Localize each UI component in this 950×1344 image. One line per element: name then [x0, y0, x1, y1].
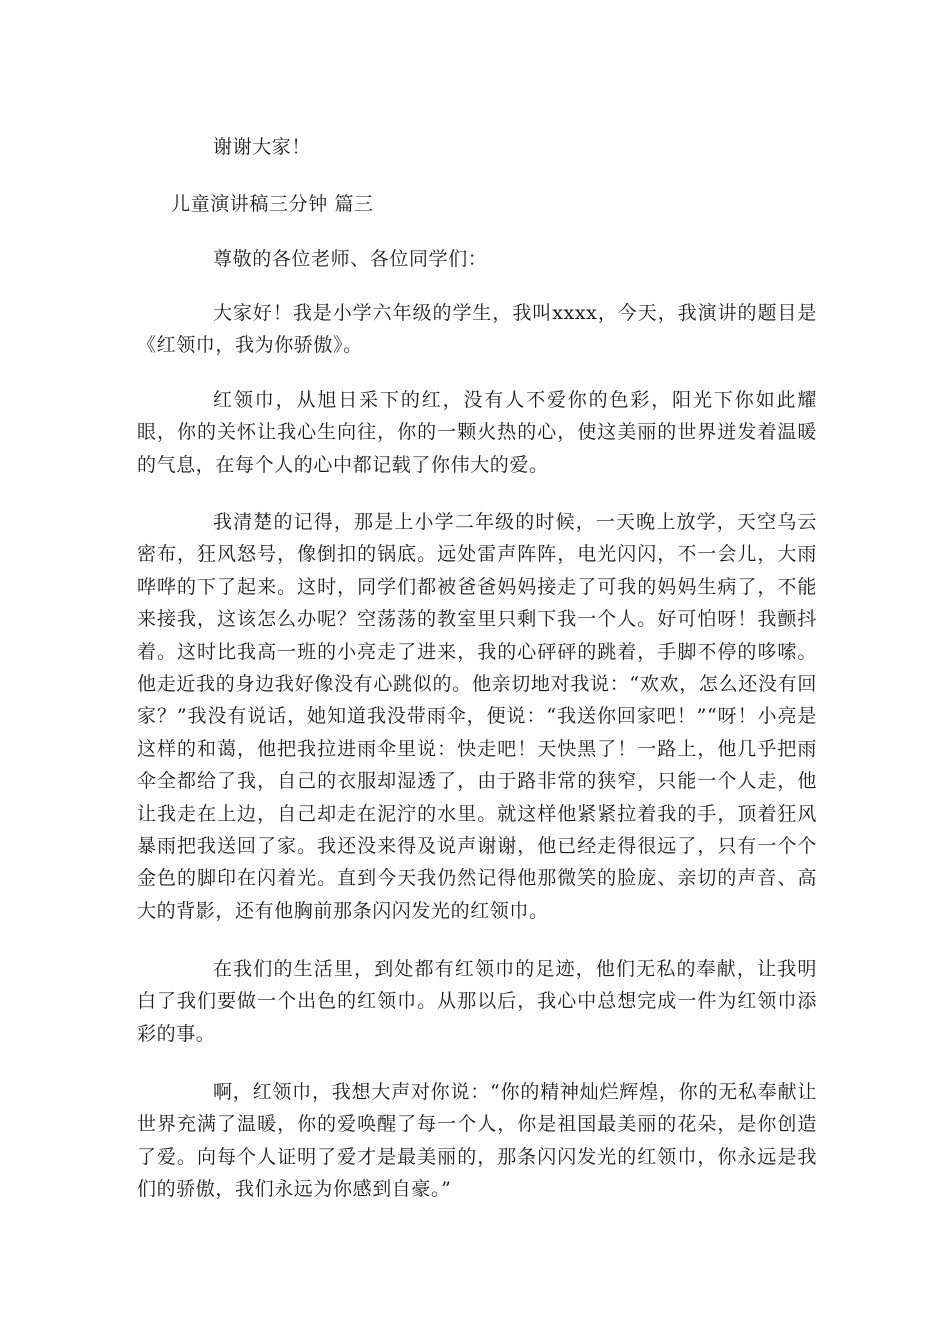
section-heading: 儿童演讲稿三分钟 篇三	[171, 193, 374, 215]
paragraph-intro: 大家好！我是小学六年级的学生，我叫xxxx，今天，我演讲的题目是《红领巾，我为你骄傲》。	[137, 302, 817, 357]
paragraph-memory: 我清楚的记得，那是上小学二年级的时候，一天晚上放学，天空乌云密布，狂风怒号，像倒扣的锅底。远处雷声阵阵，电光闪闪，不一会儿，大雨哗哗的下了起来。这时，同学们都被爸爸妈妈接走了可我的妈妈生病了，不能来接我，这该怎么办呢？空荡荡的教室里只剩下我一个人。好可怕呀！我颤抖着。这时比我高一班的小亮走了进来，我的心砰砰的跳着，手脚不停的哆嗦。他走近我的身边我好像没有心跳似的。他亲切地对我说：“欢欢，怎么还没有回家？”我没有说话，她知道我没带雨伞，便说：“我送你回家吧！”“呀！小亮是这样的和蔼，他把我拉进雨伞里说：快走吧！天快黑了！一路上，他几乎把雨伞全都给了我，自己的衣服却湿透了，由于路非常的狭窄，只能一个人走，他让我走在上边，自己却走在泥泞的水里。就这样他紧紧拉着我的手，顶着狂风暴雨把我送回了家。我还没来得及说声谢谢，他已经走得很远了，只有一个个金色的脚印在闪着光。直到今天我仍然记得他那微笑的脸庞、亲切的声音、高大的背影，还有他胸前那条闪闪发光的红领巾。	[137, 511, 817, 922]
paragraph-red-scarf: 红领巾，从旭日采下的红，没有人不爱你的色彩，阳光下你如此耀眼，你的关怀让我心生向往，你的一颗火热的心，使这美丽的世界迸发着温暖的气息，在每个人的心中都记载了你伟大的爱。	[137, 389, 817, 476]
closing-line: 谢谢大家！	[213, 136, 312, 158]
paragraph-daily-life: 在我们的生活里，到处都有红领巾的足迹，他们无私的奉献，让我明白了我们要做一个出色的红领巾。从那以后，我心中总想完成一件为红领巾添彩的事。	[137, 958, 817, 1045]
salutation: 尊敬的各位老师、各位同学们：	[213, 248, 488, 270]
paragraph-conclusion: 啊，红领巾，我想大声对你说：“你的精神灿烂辉煌，你的无私奉献让世界充满了温暖，你的爱唤醒了每一个人，你是祖国最美丽的花朵，是你创造了爱。向每个人证明了爱才是最美丽的，那条闪闪发光的红领巾，你永远是我们的骄傲，我们永远为你感到自豪。”	[137, 1081, 817, 1201]
